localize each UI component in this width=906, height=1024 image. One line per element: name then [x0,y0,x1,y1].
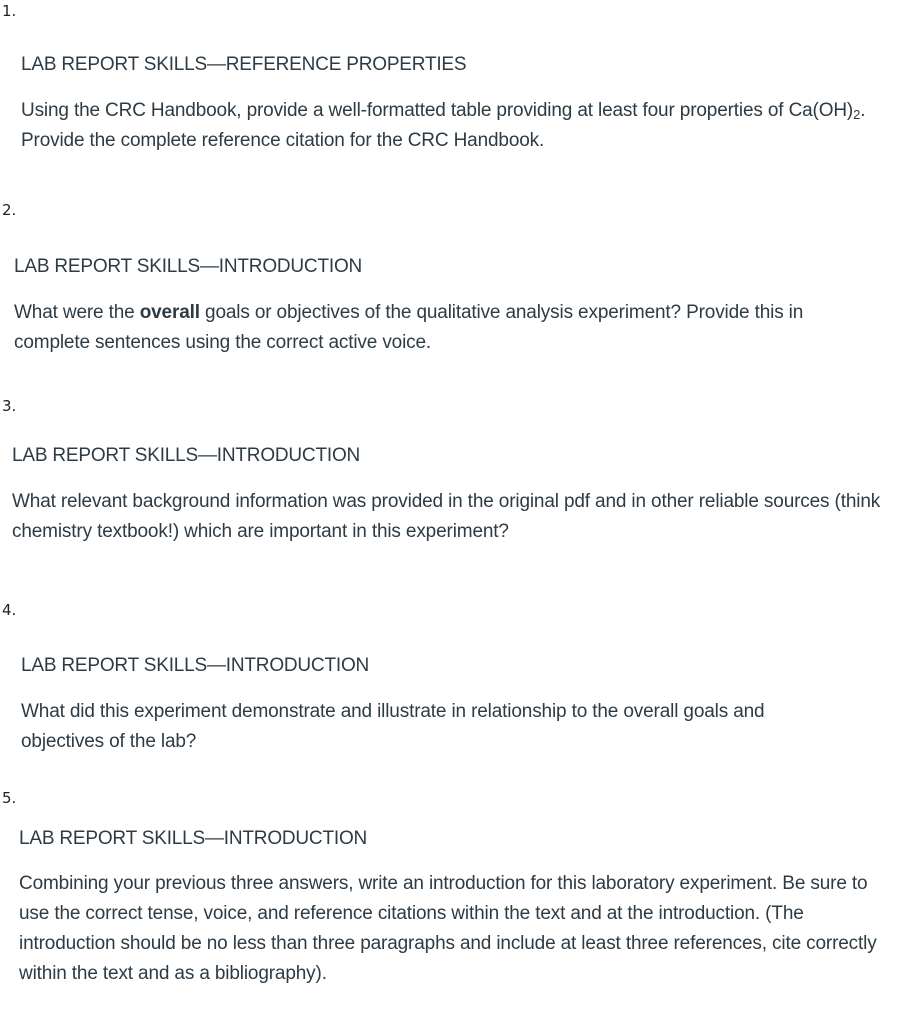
question-body: What did this experiment demonstrate and illustrate in relationship to the overall goals and objectives of the lab? [21,701,765,752]
question-body-text: What were the [14,302,140,323]
question-title: LAB REPORT SKILLS—REFERENCE PROPERTIES [21,54,467,75]
question-number: 5. [2,789,17,807]
question-number: 3. [2,397,17,415]
question-body: What relevant background information was provided in the original pdf and in other reliable sources (think chemistry textbook!) which are important in this experiment? [12,491,881,542]
question-body-text-end: . Provide the complete reference citation for the CRC Handbook. [21,100,866,151]
question-body: Combining your previous three answers, write an introduction for this laboratory experiment. Be sure to use the correct tense, voice, and reference citations within the text and at the introduction. (The introduction should be no less than three paragraphs and include at least three references, cite correctly within the text and as a bibliography). [19,873,877,984]
question-title: LAB REPORT SKILLS—INTRODUCTION [14,256,363,277]
question-title: LAB REPORT SKILLS—INTRODUCTION [19,828,368,849]
emphasis-text: overall [139,302,200,323]
question-number: 2. [2,201,17,219]
question-body-text-end: goals or objectives of the qualitative analysis experiment? Provide this in complete sentences using the correct active voice. [14,302,804,353]
question-number: 4. [2,601,17,619]
question-body-text: Using the CRC Handbook, provide a well-formatted table providing at least four properties of Ca(OH) [21,100,854,121]
question-body [21,96,881,156]
question-number: 1. [2,2,17,20]
question-title: LAB REPORT SKILLS—INTRODUCTION [21,655,370,676]
question-body [14,298,880,358]
formula-subscript: 2 [853,107,861,122]
question-title: LAB REPORT SKILLS—INTRODUCTION [12,445,361,466]
